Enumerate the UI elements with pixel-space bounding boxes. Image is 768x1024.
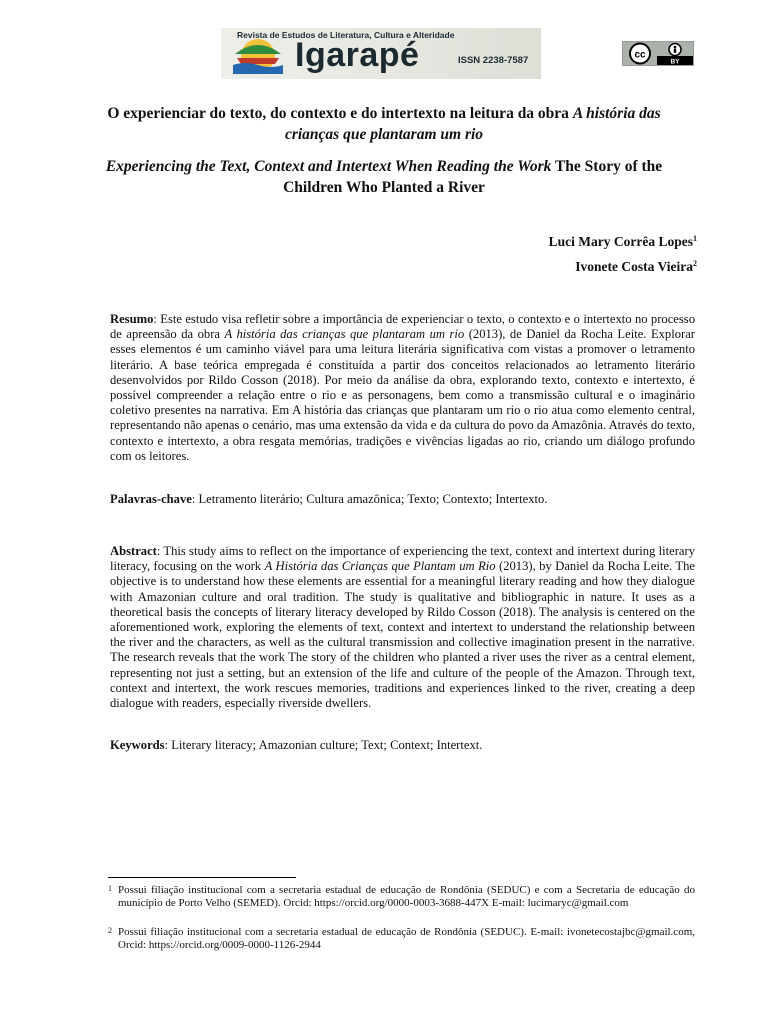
footnote-rule [108, 877, 296, 878]
resumo-paragraph: Resumo: Este estudo visa refletir sobre a importância de experienciar o texto, o contexto e o intertexto no processo de apreensão da obra A história das crianças que plantaram um rio (2013), de Daniel da Rocha Leite. Explorar esses elementos é um caminho viável para uma leitura literária significativa com vistas a promover o letramento literário. A base teórica empregada é constituída a partir dos conceitos relacionados ao letramento literário desenvolvidos por Rildo Cosson (2018). Por meio da análise da obra, explorando texto, contexto e intertexto, é possível compreender a relação entre o rio e as personagens, bem como a transmissão cultural e o imaginário coletivo presentes na narrativa. Em A história das crianças que plantaram um rio o rio atua como elemento central, representando não apenas o cenário, mas uma extensão da vida e da cultura do povo da Amazônia. Através do texto, contexto e intertexto, a obra resgata memórias, tradições e vivências ligadas ao rio, criando um diálogo profundo com os leitores. [110, 312, 695, 463]
palavras-chave: Palavras-chave: Letramento literário; Cultura amazônica; Texto; Contexto; Intertexto. [110, 492, 548, 506]
title-english: Experiencing the Text, Context and Intertext When Reading the Work The Story of the Children Who Planted a River [105, 158, 663, 196]
author-2: Ivonete Costa Vieira$^2$ [575, 259, 697, 274]
svg-text:cc: cc [634, 49, 646, 61]
keywords: Keywords: Literary literacy; Amazonian culture; Text; Context; Intertext. [110, 738, 483, 752]
journal-subtitle: Revista de Estudos de Literatura, Cultura e Alteridade [237, 30, 455, 40]
journal-logo-icon [231, 34, 285, 74]
title-portuguese: O experienciar do texto, do contexto e do intertexto na leitura da obra A história das crianças que plantaram um rio [107, 105, 661, 143]
journal-issn: ISSN 2238-7587 [458, 55, 529, 66]
author-1: Luci Mary Corrêa Lopes$^1$ [548, 234, 697, 249]
cc-by-icon [623, 42, 693, 65]
journal-banner [221, 28, 541, 79]
abstract-paragraph: Abstract: This study aims to reflect on the importance of experiencing the text, context and intertext during literary literacy, focusing on the work A História das Crianças que Plantam um Rio (2013), by Daniel da Rocha Leite. The objective is to understand how these elements are essential for a meaningful literary reading and how they dialogue with Amazonian culture and oral tradition. The study is qualitative and bibliographic in nature. It uses as a theoretical basis the concepts of literary literacy developed by Rildo Cosson (2018). The analysis is centered on the aforementioned work, exploring the elements of text, context and intertext to understand the relationship between the river and the characters, as well as the cultural transmission and collective imagination present in the narrative. The research reveals that the work The story of the children who planted a river uses the river as a central element, representing not just a setting, but an extension of the life and culture of the people of the Amazon. Through text, context and intertext, the work rescues memories, traditions and experiences linked to the river, creating a deep dialogue with readers, especially riverside dwellers. [110, 544, 696, 711]
journal-name: Igarapé [295, 36, 420, 74]
footnote-1: 1 Possui filiação institucional com a secretaria estadual de educação de Rondônia (SEDUC) e com a Secretaria de educação do município de Porto Velho (SEMED). Orcid: https://orcid.org/0000-0003-3688-447X E-mail: lucimaryc@gmail.com [108, 884, 695, 910]
cc-by-label: BY [670, 58, 680, 65]
cc-license-badge [622, 41, 694, 66]
footnote-2: 2 Possui filiação institucional com a secretaria estadual de educação de Rondônia (SEDUC). E-mail: ivonetecostajbc@gmail.com, Orcid: https://orcid.org/0009-0000-1126-2944 [108, 926, 695, 952]
